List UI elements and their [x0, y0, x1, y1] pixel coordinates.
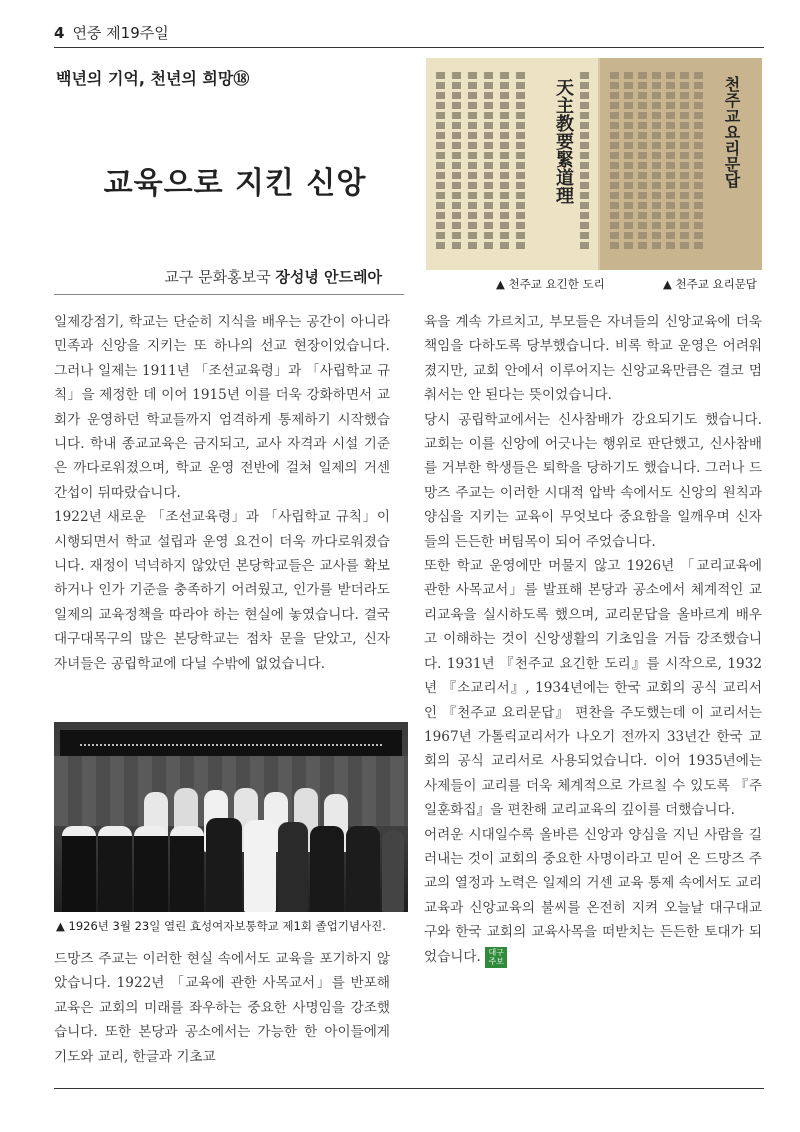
paragraph — [424, 823, 762, 969]
author-name: 장성녕 안드레아 — [275, 268, 382, 286]
photo-banner — [60, 730, 402, 756]
book-1-caption: ▲ 천주교 요긴한 도리 — [496, 277, 605, 291]
top-divider — [54, 47, 764, 48]
page-header — [54, 22, 169, 43]
daegu-jubo-logo: 대구 주보 — [485, 947, 507, 968]
book-2-caption: ▲ 천주교 요리문답 — [663, 277, 757, 291]
article-column-1 — [54, 310, 390, 676]
catechism-books-photo — [426, 58, 762, 270]
book-2-title: 천주교요리문답 — [722, 76, 741, 188]
author-dept: 교구 문화홍보국 — [164, 268, 271, 286]
article-column-2 — [424, 310, 762, 969]
author-line — [164, 266, 382, 287]
book-1-title: 天主教要緊道理 — [553, 78, 574, 204]
book-2-cover — [600, 58, 762, 270]
last-paragraph-text: 어려운 시대일수록 올바른 신앙과 양심을 지닌 사람을 길러내는 것이 교회의 중요한 사명이라고 믿어 온 드망즈 주교의 열정과 노력은 일제의 거센 교육 통제 속에서도 교리교육과 신앙교육의 불씨를 온전히 지켜 오늘날 대구대교구와 한국 교회의 교육사목을 떠받치는 든든한 토대가 되었습니다. — [424, 826, 762, 965]
paragraph: 일제강점기, 학교는 단순히 지식을 배우는 공간이 아니라 민족과 신앙을 지키는 또 하나의 선교 현장이었습니다. 그러나 일제는 1911년 「조선교육령」과 「사립학교 규칙」을 제정한 데 이어 1915년 이를 더욱 강화하면서 교회가 운영하던 학교들까지 엄격하게 통제하기 시작했습니다. 학내 종교교육은 금지되고, 교사 자격과 시설 기준은 까다로워졌으며, 학교 운영 전반에 걸쳐 일제의 거센 간섭이 뒤따랐습니다. — [54, 314, 390, 501]
paragraph: 당시 공립학교에서는 신사참배가 강요되기도 했습니다. 교회는 이를 신앙에 어긋나는 행위로 판단했고, 신사참배를 거부한 학생들은 퇴학을 당하기도 했습니다. 그러나 드망즈 주교는 이러한 시대적 압박 속에서도 신앙의 원칙과 양심을 지키는 교육이 무엇보다 중요함을 일깨우며 신자들의 든든한 버팀목이 되어 주었습니다. — [424, 411, 762, 550]
series-title: 백년의 기억, 천년의 희망⑱ — [56, 69, 250, 88]
bottom-divider — [54, 1088, 764, 1089]
author-divider — [54, 294, 404, 295]
page-number: 4 — [54, 24, 65, 42]
book-1-cover — [426, 58, 598, 270]
issue-label: 연중 제19주일 — [72, 24, 169, 42]
article-title: 교육으로 지킨 신앙 — [103, 166, 367, 201]
graduation-photo-caption: ▲ 1926년 3월 23일 열린 효성여자보통학교 제1회 졸업기념사진. — [56, 919, 386, 933]
paragraph: 육을 계속 가르치고, 부모들은 자녀들의 신앙교육에 더욱 책임을 다하도록 당부했습니다. 비록 학교 운영은 어려워졌지만, 교회 안에서 이루어지는 신앙교육만큼은 결코 멈춰서는 안 된다는 뜻이었습니다. — [424, 314, 762, 404]
paragraph: 또한 학교 운영에만 머물지 않고 1926년 「교리교육에 관한 사목교서」를 발표해 본당과 공소에서 체계적인 교리교육을 실시하도록 했으며, 교리문답을 올바르게 배우고 이해하는 것이 신앙생활의 기초임을 거듭 강조했습니다. 1931년 『천주교 요긴한 도리』를 시작으로, 1932년 『소교리서』, 1934년에는 한국 교회의 공식 교리서인 『천주교 요리문답』 편찬을 주도했는데 이 교리서는 1967년 가톨릭교리서가 나오기 전까지 33년간 한국 교회의 공식 교리서로 사용되었습니다. 이어 1935년에는 사제들이 교리를 더욱 체계적으로 가르칠 수 있도록 『주일훈화집』을 편찬해 교리교육의 깊이를 더했습니다. — [424, 558, 762, 819]
photo-wall — [54, 756, 408, 826]
article-column-1b — [54, 947, 390, 1069]
paragraph: 1922년 새로운 「조선교육령」과 「사립학교 규칙」이 시행되면서 학교 설립과 운영 요건이 더욱 까다로워졌습니다. 재정이 넉넉하지 않았던 본당학교들은 교사를 확보하거나 인가 기준을 충족하기 어려웠고, 인가를 받더라도 일제의 교육정책을 따라야 하는 현실에 놓였습니다. 결국 대구대목구의 많은 본당학교는 점차 문을 닫았고, 신자 자녀들은 공립학교에 다닐 수밖에 없었습니다. — [54, 509, 390, 672]
graduation-photo — [54, 722, 408, 912]
paragraph: 드망즈 주교는 이러한 현실 속에서도 교육을 포기하지 않았습니다. 1922년 「교육에 관한 사목교서」를 반포해 교육은 교회의 미래를 좌우하는 중요한 사명임을 강조했습니다. 또한 본당과 공소에서는 가능한 한 아이들에게 기도와 교리, 한글과 기초교 — [54, 951, 390, 1065]
